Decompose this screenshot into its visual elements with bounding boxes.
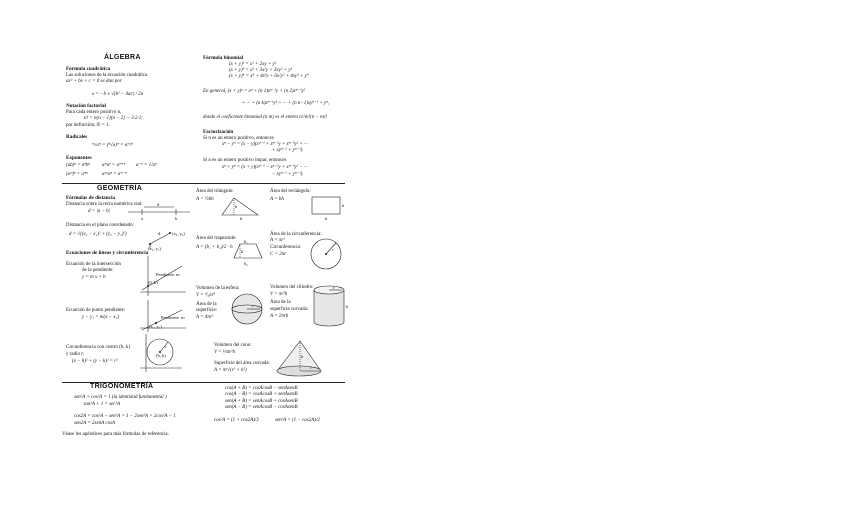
factorization-line: Si n es un entero positivo impar, entonces xyxy=(203,158,287,163)
binomial-general: + ··· + (n k)xⁿ⁻ᵏyᵏ + ··· + (n n−1)xyⁿ⁻¹ + yⁿ, xyxy=(242,101,330,106)
triangle-line: Área del triángulo: xyxy=(196,189,234,194)
trig-identity: cos2A = cos²A − sen²A = 1 − 2sen²A = 2cos²A − 1 xyxy=(74,414,176,419)
quadratic-line: ax² + bx + c = 0 se dan por xyxy=(66,79,122,84)
distance-plane-formula: d = √((x₂ − x₁)² + (y₂ − y₁)²) xyxy=(69,232,127,237)
exponent-rule: (aᵐ)ⁿ = aᵐⁿ xyxy=(66,172,88,177)
cone-line: Superficie del área curvada: xyxy=(214,361,270,366)
point-2-label: (x₂, y₂) xyxy=(172,231,185,236)
radicals-formula: ⁿ√aᵐ = (ⁿ√a)ᵐ = aᵐ/ⁿ xyxy=(92,143,133,148)
height-label: h xyxy=(342,203,345,208)
distance-plane-label: Distancia en el plano coordenado: xyxy=(66,223,135,228)
sphere-figure xyxy=(230,292,264,326)
distance-title: Fórmulas de distancia xyxy=(66,195,115,201)
section-divider xyxy=(62,183,345,184)
trig-sum-formula: cos(A + B) = cosAcosB − senAsenB xyxy=(225,386,298,391)
circle-figure xyxy=(309,237,343,271)
lines-title: Ecuaciones de líneas y circunferencia xyxy=(66,250,149,256)
factorization-line: xⁿ + yⁿ = (x + y)(xⁿ⁻¹ − xⁿ⁻²y + xⁿ⁻³y² − ··· xyxy=(222,165,308,170)
base-label: b xyxy=(325,216,328,221)
a-label: a xyxy=(141,216,143,221)
height-label: h xyxy=(235,204,238,209)
cylinder-line: A = 2πrh xyxy=(270,314,289,319)
exponent-rule: aᵐaⁿ = aᵐ⁺ⁿ xyxy=(102,163,126,168)
slope-intercept-line: y = m x + b xyxy=(82,275,106,280)
cylinder-figure xyxy=(311,284,351,330)
factorial-title: Notación factorial xyxy=(66,103,106,109)
factorization-title: Factorización xyxy=(203,129,234,135)
circle-equation-line: Circunferencia con centro (h, k) xyxy=(66,345,130,350)
point-1-label: (x₁, y₁) xyxy=(148,246,161,251)
trig-sum-formula: cos(A − B) = cosAcosB + senAsenB xyxy=(225,392,298,397)
top-base-label: b₁ xyxy=(244,239,248,244)
exponent-rule: a⁻ⁿ = 1/aⁿ xyxy=(136,163,157,168)
factorial-line: por definición, 0! = 1. xyxy=(66,123,110,128)
exponent-rule: (ab)ⁿ = aⁿbⁿ xyxy=(66,163,90,168)
d-label: d xyxy=(157,202,160,207)
trig-heading: TRIGONOMETRÍA xyxy=(90,383,154,390)
height-label: h xyxy=(346,304,349,309)
rectangle-line: Área del rectángulo: xyxy=(270,189,311,194)
triangle-line: A = ½bh xyxy=(196,197,214,202)
sphere-line: superficie: xyxy=(196,308,218,313)
radicals-title: Radicales xyxy=(66,134,88,140)
circle-line: A = πr² xyxy=(270,238,285,243)
point-slope-line: y − y₁ = m(x − x₁) xyxy=(82,315,119,320)
geometry-heading: GEOMETRÍA xyxy=(97,185,143,192)
factorial-line: n! = n(n − 1)(n − 2) ··· 3·2·1; xyxy=(84,116,143,121)
trig-sum-formula: sen(A − B) = senAcosB − cosAsenB xyxy=(225,405,298,410)
binomial-line: (x + y)² = x² + 2xy + y² xyxy=(229,62,277,67)
circle-line: Área de la circunferencia: xyxy=(270,232,322,237)
distance-plane-figure xyxy=(144,224,194,250)
trapezoid-figure xyxy=(232,238,264,268)
binomial-title: Fórmula binomial xyxy=(203,55,244,61)
footer-note: Véase los apéndices para más fórmulas de referencia. xyxy=(62,432,169,437)
cone-line: A = πr√(r² + h²) xyxy=(214,368,247,373)
radius-label: r xyxy=(332,247,334,252)
trapezoid-line: A = (b₁ + b₂)/2 · h xyxy=(196,245,233,250)
exponent-rule: aᵐ/aⁿ = aᵐ⁻ⁿ xyxy=(102,172,127,177)
cylinder-line: V = πr²h xyxy=(270,292,288,297)
cone-figure xyxy=(274,338,324,380)
factorization-line: xⁿ − yⁿ = (x − y)(xⁿ⁻¹ + xⁿ⁻²y + xⁿ⁻³y² + ··· xyxy=(222,142,308,147)
height-label: h xyxy=(241,249,244,254)
trapezoid-line: Área del trapezoide: xyxy=(196,236,237,241)
distance-line-formula: d = |a − b| xyxy=(88,209,110,214)
trig-identity: sen²A + cos²A = 1 (la identidad fundamental ) xyxy=(74,395,167,400)
point-label: (x₁, y₁) xyxy=(149,324,162,329)
binomial-line: (x + y)³ = x³ + 3x²y + 3xy² + y³ xyxy=(229,68,292,73)
rectangle-figure xyxy=(308,196,348,220)
circle-equation-figure xyxy=(138,334,184,374)
radius-label: r xyxy=(333,285,335,290)
quadratic-line: Las soluciones de la ecuación cuadrática xyxy=(66,73,148,78)
rectangle-line: A = bh xyxy=(270,197,284,202)
radius-label: r xyxy=(165,344,167,349)
sphere-line: Volumen de la esfera: xyxy=(196,286,240,291)
slope-intercept-line: Ecuación de la intersección xyxy=(66,262,121,267)
slope-label: Pendiente: m xyxy=(156,272,180,277)
quadratic-title: Fórmula cuadrática xyxy=(66,66,111,72)
point-slope-line: Ecuación de punto pendiente: xyxy=(66,308,126,313)
slope-label: Pendiente: m xyxy=(161,315,185,320)
quadratic-formula: x = −b ± √(b² − 4ac) / 2a xyxy=(92,92,144,97)
distance-line-label: Distancia sobre la recta numérica real: xyxy=(66,202,143,207)
trig-identity: sen2A = 2senA cosA xyxy=(74,421,116,426)
triangle-figure xyxy=(220,196,262,220)
height-label: h xyxy=(301,354,304,359)
binomial-line: (x + y)⁴ = x⁴ + 4x³y + 6x²y² + 4xy³ + y⁴ xyxy=(229,74,309,79)
intercept-label: (0, b) xyxy=(148,280,158,285)
circle-equation-line: y radio r: xyxy=(66,352,85,357)
number-line-figure xyxy=(128,204,192,220)
cone-line: V = ⅓πr²h xyxy=(214,350,236,355)
bottom-base-label: b₂ xyxy=(244,261,248,266)
factorization-line: Si n es un entero positivo, entonces xyxy=(203,136,274,141)
trig-half-angle: cos²A = (1 + cos2A)/2 xyxy=(214,418,259,423)
trig-identity: tan²A + 1 = sec²A xyxy=(84,402,121,407)
radius-label: r xyxy=(310,365,312,370)
sphere-line: V = ⁴⁄₃πr³ xyxy=(196,293,216,298)
factorization-line: + xyⁿ⁻² + yⁿ⁻¹). xyxy=(272,148,304,153)
binomial-general: En general, (x + y)ⁿ = xⁿ + (n 1)xⁿ⁻¹y + (n 2)xⁿ⁻²y² xyxy=(203,89,306,94)
circle-equation-line: (x − h)² + (y − k)² = r² xyxy=(72,359,118,364)
circle-line: Circunferencia: xyxy=(270,245,302,250)
circle-line: C = 2πr xyxy=(270,252,287,257)
radius-label: r xyxy=(252,303,254,308)
b-label: b xyxy=(175,216,178,221)
exponents-title: Exponentes xyxy=(66,155,92,161)
sphere-line: A = 4πr² xyxy=(196,315,214,320)
factorial-line: Para cada entero positivo n, xyxy=(66,110,122,115)
factorization-line: − xyⁿ⁻² + yⁿ⁻¹). xyxy=(272,172,304,177)
slope-intercept-figure xyxy=(140,256,190,300)
slope-intercept-line: de la pendiente: xyxy=(82,268,114,273)
cone-line: Volumen del cono: xyxy=(214,343,252,348)
base-label: b xyxy=(240,216,243,221)
svg-text:d: d xyxy=(158,231,161,236)
center-label: (h, k) xyxy=(156,353,166,358)
cylinder-line: superficie curvada: xyxy=(270,307,309,312)
binomial-general: donde el coeficiente binomial (n m) es el entero n!/m!(n − m)! xyxy=(203,115,328,120)
trig-sum-formula: sen(A + B) = senAcosB + cosAsenB xyxy=(225,399,298,404)
algebra-heading: ÁLGEBRA xyxy=(104,54,141,61)
point-slope-figure xyxy=(140,300,190,334)
cylinder-line: Área de la xyxy=(270,300,291,305)
sphere-line: Área de la xyxy=(196,302,217,307)
cylinder-line: Volumen del cilindro: xyxy=(270,285,314,290)
trig-half-angle: sen²A = (1 − cos2A)/2 xyxy=(275,418,320,423)
